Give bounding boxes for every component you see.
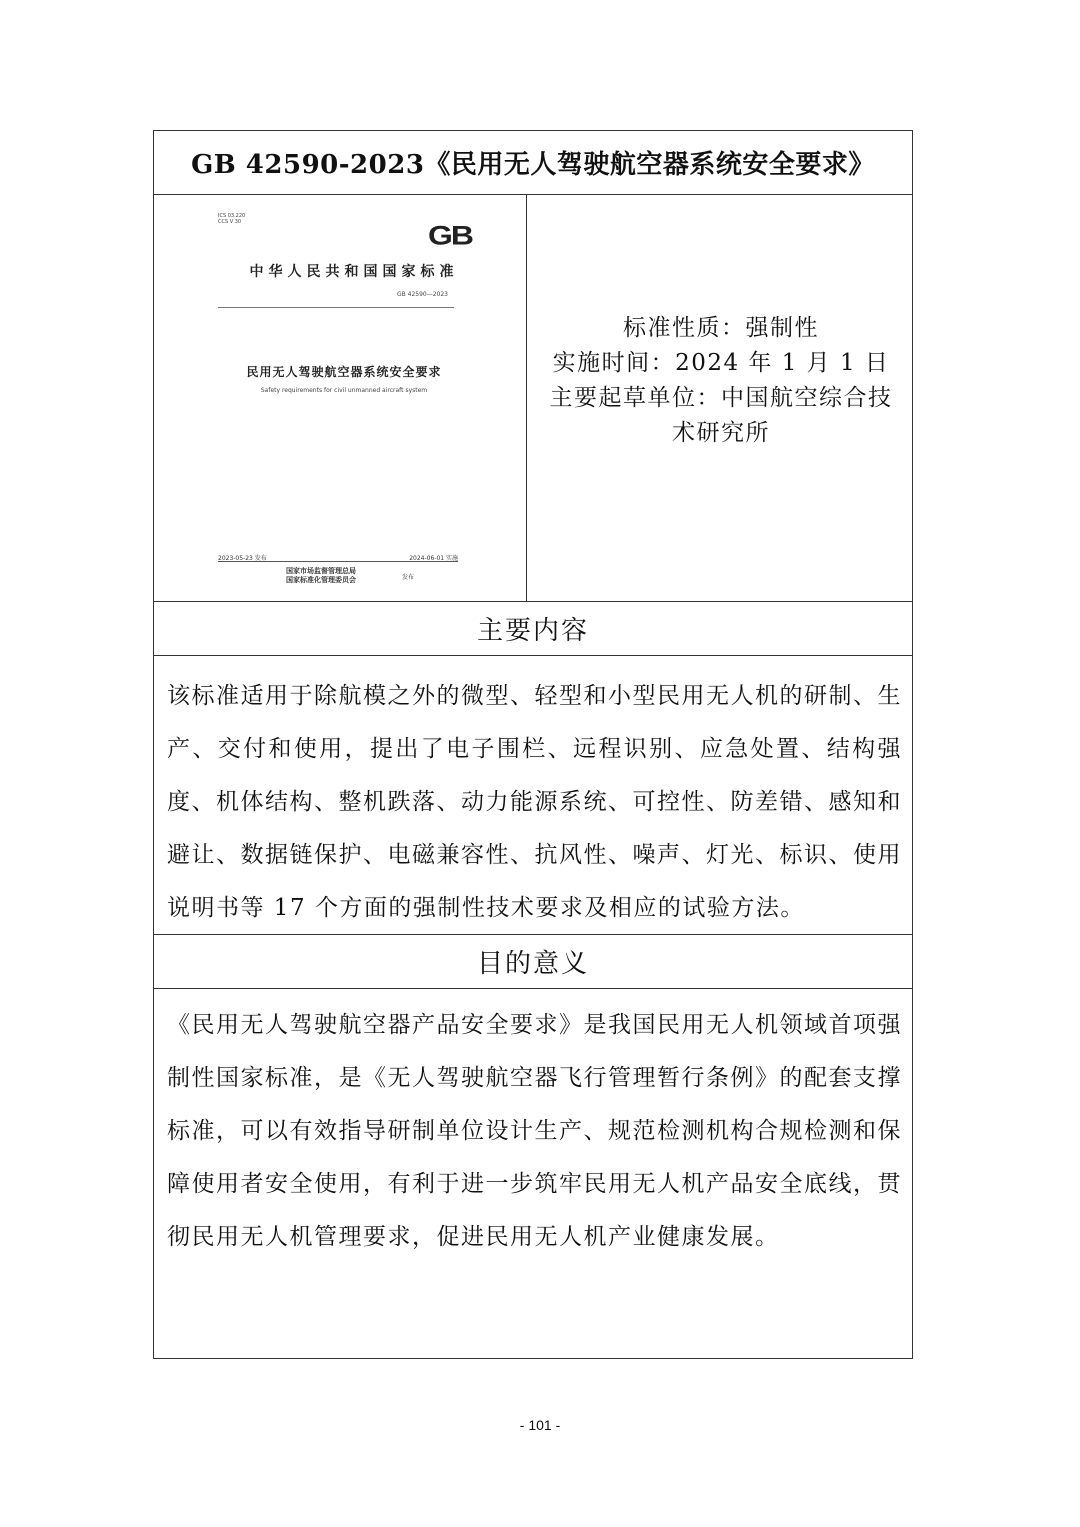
cover-publish-date: 2023-05-23 发布 <box>218 555 267 562</box>
meta-cell <box>526 195 912 601</box>
cover-bottom-divider <box>218 561 458 562</box>
main-content-heading: 主要内容 <box>154 602 912 656</box>
implementation-date: 实施时间：2024 年 1 月 1 日 <box>552 350 890 376</box>
cover-cell <box>154 195 527 601</box>
main-content-body <box>154 656 912 935</box>
standard-title: GB 42590-2023《民用无人驾驶航空器系统安全要求》 <box>191 150 875 180</box>
cover-code: GB 42590—2023 <box>396 291 448 298</box>
standard-nature: 标准性质：强制性 <box>623 315 819 341</box>
title-row <box>154 131 912 195</box>
main-content-text: 该标准适用于除航模之外的微型、轻型和小型民用无人机的研制、生产、交付和使用，提出了电子围栏、远程识别、应急处置、结构强度、机体结构、整机跌落、动力能源系统、可控性、防差错、感知和避让、数据链保护、电磁兼容性、抗风性、噪声、灯光、标识、使用说明书等 17 个方面的强制性技术要求及相应的试验方法。 <box>167 683 902 921</box>
info-row <box>154 195 912 602</box>
cover-issuer: 国家市场监督管理总局 国家标准化管理委员会 <box>286 567 356 584</box>
cover-issue-word: 发布 <box>402 574 415 581</box>
page-number: - 101 - <box>519 1417 561 1433</box>
cover-zh-title: 民用无人驾驶航空器系统安全要求 <box>246 365 442 379</box>
standard-cover-image <box>194 203 494 593</box>
cover-country: 中华人民共和国国家标准 <box>249 264 459 280</box>
cover-divider <box>218 307 454 308</box>
standard-info-table <box>153 130 913 1359</box>
meta-lines <box>540 311 902 451</box>
purpose-text: 《民用无人驾驶航空器产品安全要求》是我国民用无人机领域首项强制性国家标准，是《无人驾驶航空器飞行管理暂行条例》的配套支撑标准，可以有效指导研制单位设计生产、规范检测机构合规检测和保障使用者安全使用，有利于进一步筑牢民用无人机产品安全底线，贯彻民用无人机管理要求，促进民用无人机产业健康发展。 <box>167 1012 902 1250</box>
gb-logo: GB <box>428 219 472 251</box>
drafting-unit: 主要起草单位：中国航空综合技术研究所 <box>549 385 893 446</box>
purpose-heading: 目的意义 <box>154 935 912 989</box>
cover-implement-date: 2024-06-01 实施 <box>409 555 458 562</box>
purpose-body <box>154 989 912 1358</box>
cover-en-title: Safety requirements for civil unmanned aircraft system <box>260 387 428 394</box>
cover-ics: ICS 03.220 CCS V 30 <box>218 213 246 225</box>
